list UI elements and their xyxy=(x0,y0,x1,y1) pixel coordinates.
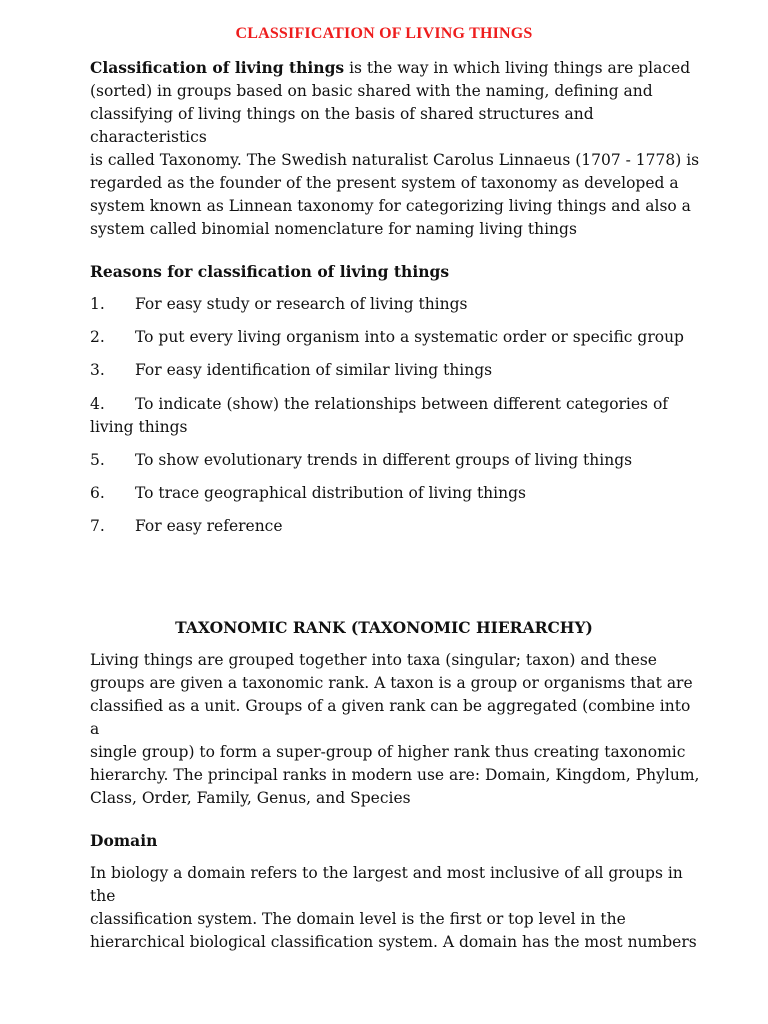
list-number: 1. xyxy=(90,295,105,313)
list-item xyxy=(90,359,700,382)
intro-bold-term: Classification of living things xyxy=(90,58,345,77)
list-number: 7. xyxy=(90,517,105,535)
list-item xyxy=(90,482,700,505)
list-text: For easy reference xyxy=(135,517,283,535)
intro-line-6: system known as Linnean taxonomy for categorizing living things and also a xyxy=(90,197,691,215)
intro-line-7: system called binomial nomenclature for naming living things xyxy=(90,220,577,238)
list-text: To show evolutionary trends in different groups of living things xyxy=(135,451,633,469)
list-item xyxy=(90,515,700,538)
domain-line-3: hierarchical biological classification system. A domain has the most numbers xyxy=(90,933,697,951)
taxonomic-line-6: Class, Order, Family, Genus, and Species xyxy=(90,789,411,807)
list-text: To trace geographical distribution of living things xyxy=(135,484,526,502)
list-number: 4. xyxy=(90,395,105,413)
intro-line-1-rest: is the way in which living things are placed xyxy=(344,59,691,77)
intro-paragraph xyxy=(90,56,700,241)
list-text: To indicate (show) the relationships between different categories of xyxy=(135,395,669,413)
list-text: For easy study or research of living things xyxy=(135,295,468,313)
list-text: For easy identification of similar living things xyxy=(135,361,493,379)
list-text-continued: living things xyxy=(90,418,188,436)
list-number: 3. xyxy=(90,361,105,379)
domain-heading: Domain xyxy=(90,831,158,850)
list-item xyxy=(90,393,700,439)
document-title: CLASSIFICATION OF LIVING THINGS xyxy=(235,25,533,42)
domain-paragraph xyxy=(90,862,700,954)
list-number: 6. xyxy=(90,484,105,502)
taxonomic-line-5: hierarchy. The principal ranks in modern use are: Domain, Kingdom, Phylum, xyxy=(90,766,700,784)
list-number: 2. xyxy=(90,328,105,346)
taxonomic-line-2: groups are given a taxonomic rank. A taxon is a group or organisms that are xyxy=(90,674,693,692)
taxonomic-rank-paragraph xyxy=(90,649,700,810)
taxonomic-line-4: single group) to form a super-group of higher rank thus creating taxonomic xyxy=(90,743,686,761)
domain-line-1: In biology a domain refers to the largest and most inclusive of all groups in the xyxy=(90,864,683,905)
reasons-heading: Reasons for classification of living things xyxy=(90,262,450,281)
domain-line-2: classification system. The domain level is the first or top level in the xyxy=(90,910,626,928)
list-item xyxy=(90,326,700,349)
intro-line-5: regarded as the founder of the present system of taxonomy as developed a xyxy=(90,174,679,192)
taxonomic-line-3: classified as a unit. Groups of a given rank can be aggregated (combine into a xyxy=(90,697,691,738)
taxonomic-rank-heading: TAXONOMIC RANK (TAXONOMIC HIERARCHY) xyxy=(175,618,593,637)
list-number: 5. xyxy=(90,451,105,469)
list-text: To put every living organism into a systematic order or specific group xyxy=(135,328,684,346)
intro-line-2: (sorted) in groups based on basic shared with the naming, defining and xyxy=(90,82,653,100)
intro-line-1 xyxy=(90,56,700,80)
list-item xyxy=(90,293,700,316)
intro-line-4: is called Taxonomy. The Swedish naturalist Carolus Linnaeus (1707 - 1778) is xyxy=(90,151,700,169)
taxonomic-line-1: Living things are grouped together into taxa (singular; taxon) and these xyxy=(90,651,657,669)
intro-line-3: classifying of living things on the basis of shared structures and characteristics xyxy=(90,105,594,146)
list-item xyxy=(90,449,700,472)
